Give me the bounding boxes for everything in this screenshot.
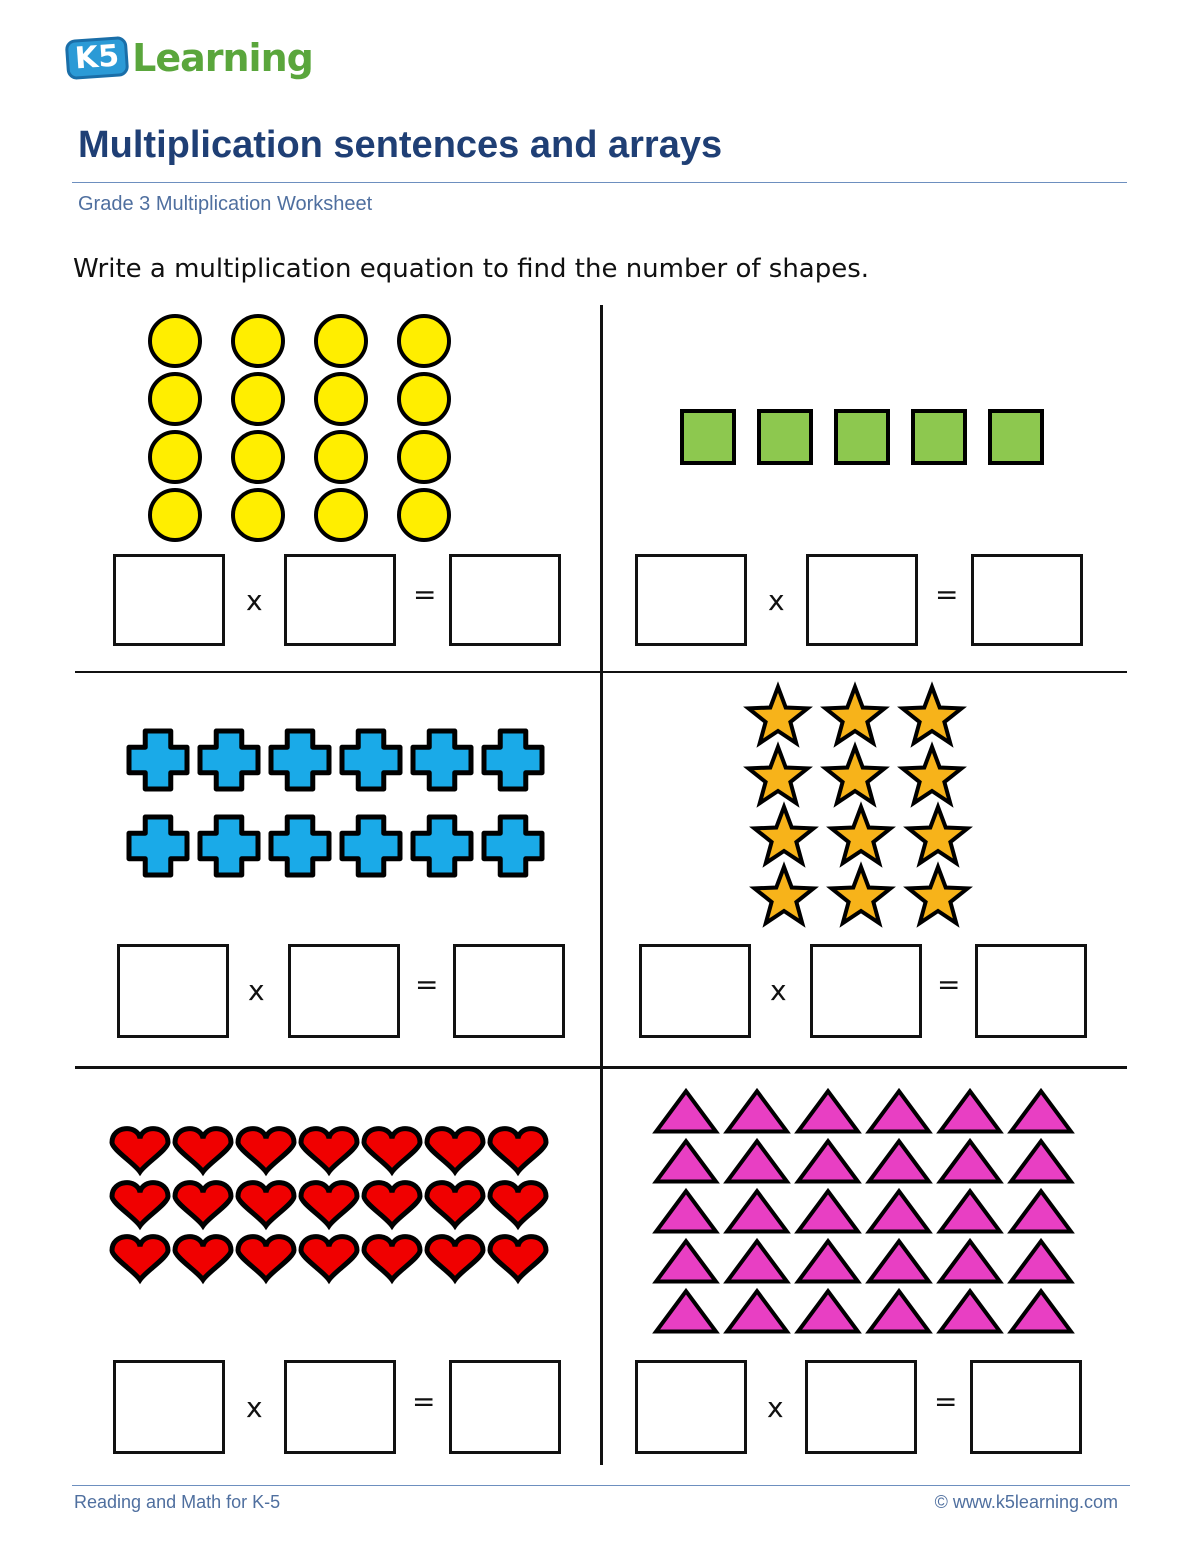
triangle-shape [940, 1291, 1000, 1331]
answer-box-4-factor-a[interactable] [639, 944, 751, 1038]
circle-shape [399, 432, 449, 482]
triangle-shape [798, 1291, 858, 1331]
times-sign: x [768, 584, 785, 617]
triangle-shape [1011, 1291, 1071, 1331]
circle-shape [150, 490, 200, 540]
answer-box-4-factor-b[interactable] [810, 944, 922, 1038]
heart-shape [175, 1237, 231, 1280]
star-shape [826, 747, 885, 803]
answer-box-2-product[interactable] [971, 554, 1083, 646]
equals-sign: = [935, 578, 959, 611]
circle-shape [399, 374, 449, 424]
heart-shape [301, 1183, 357, 1226]
circle-shape [233, 432, 283, 482]
heart-shape [301, 1237, 357, 1280]
heart-shape [175, 1129, 231, 1172]
logo-badge: K5 [65, 36, 130, 80]
answer-box-3-product[interactable] [453, 944, 565, 1038]
triangle-shape [940, 1191, 1000, 1231]
cross-shape [484, 731, 542, 789]
star-shape [909, 867, 968, 923]
heart-shape [364, 1237, 420, 1280]
heart-shape [238, 1129, 294, 1172]
cross-shape [342, 817, 400, 875]
equals-sign: = [413, 578, 437, 611]
answer-box-4-product[interactable] [975, 944, 1087, 1038]
circle-shape [233, 490, 283, 540]
answer-box-1-product[interactable] [449, 554, 561, 646]
times-sign: x [248, 974, 265, 1007]
star-shape [832, 807, 891, 863]
triangle-shape [727, 1291, 787, 1331]
circle-shape [150, 316, 200, 366]
cross-shape [200, 731, 258, 789]
circle-shape [316, 374, 366, 424]
cross-shape [271, 817, 329, 875]
circle-shape [316, 432, 366, 482]
star-shape [909, 807, 968, 863]
triangle-shape [869, 1191, 929, 1231]
triangle-shape [798, 1141, 858, 1181]
equals-sign: = [415, 968, 439, 1001]
triangle-shape [727, 1091, 787, 1131]
triangle-shape [940, 1141, 1000, 1181]
triangle-shape [727, 1191, 787, 1231]
times-sign: x [246, 584, 263, 617]
answer-box-5-factor-b[interactable] [284, 1360, 396, 1454]
heart-shape [427, 1129, 483, 1172]
heart-shape [364, 1129, 420, 1172]
star-shape [749, 687, 808, 743]
circle-shape [399, 490, 449, 540]
answer-box-6-factor-b[interactable] [805, 1360, 917, 1454]
heart-shape [301, 1129, 357, 1172]
answer-box-5-product[interactable] [449, 1360, 561, 1454]
answer-box-1-factor-a[interactable] [113, 554, 225, 646]
cross-shape [129, 817, 187, 875]
times-sign: x [770, 974, 787, 1007]
triangle-shape [940, 1241, 1000, 1281]
answer-box-6-product[interactable] [970, 1360, 1082, 1454]
triangle-shape [656, 1141, 716, 1181]
square-shape [913, 411, 965, 463]
page-subtitle: Grade 3 Multiplication Worksheet [78, 193, 373, 215]
answer-box-3-factor-b[interactable] [288, 944, 400, 1038]
triangle-shape [869, 1291, 929, 1331]
answer-box-2-factor-b[interactable] [806, 554, 918, 646]
cross-shape [413, 817, 471, 875]
heart-shape [238, 1183, 294, 1226]
footer-website-link[interactable]: © www.k5learning.com [934, 1492, 1118, 1512]
logo-wordmark: Learning [132, 36, 313, 80]
heart-shape [427, 1183, 483, 1226]
heart-shape [238, 1237, 294, 1280]
instruction-text: Write a multiplication equation to find the number of shapes. [73, 254, 870, 284]
heart-shape [490, 1183, 546, 1226]
answer-box-5-factor-a[interactable] [113, 1360, 225, 1454]
heart-shape [490, 1237, 546, 1280]
footer-tagline: Reading and Math for K-5 [74, 1492, 281, 1512]
cross-shape [271, 731, 329, 789]
star-shape [826, 687, 885, 743]
shape-array-5 [112, 1129, 546, 1280]
heart-shape [490, 1129, 546, 1172]
cross-shape [342, 731, 400, 789]
shape-array-1 [150, 316, 449, 540]
triangle-shape [798, 1191, 858, 1231]
cross-shape [129, 731, 187, 789]
answer-box-2-factor-a[interactable] [635, 554, 747, 646]
star-shape [749, 747, 808, 803]
equals-sign: = [934, 1385, 958, 1418]
heart-shape [112, 1183, 168, 1226]
star-shape [903, 747, 962, 803]
shape-array-2 [682, 411, 1042, 463]
star-shape [832, 867, 891, 923]
cross-shape [413, 731, 471, 789]
triangle-shape [727, 1141, 787, 1181]
square-shape [836, 411, 888, 463]
triangle-shape [727, 1241, 787, 1281]
circle-shape [233, 374, 283, 424]
triangle-shape [869, 1241, 929, 1281]
triangle-shape [798, 1241, 858, 1281]
circle-shape [316, 490, 366, 540]
answer-box-3-factor-a[interactable] [117, 944, 229, 1038]
heart-shape [112, 1237, 168, 1280]
shape-array-4 [749, 687, 968, 923]
heart-shape [427, 1237, 483, 1280]
triangle-shape [1011, 1191, 1071, 1231]
answer-box-1-factor-b[interactable] [284, 554, 396, 646]
cross-shape [200, 817, 258, 875]
page-title: Multiplication sentences and arrays [78, 124, 723, 166]
star-shape [755, 867, 814, 923]
circle-shape [150, 432, 200, 482]
triangle-shape [940, 1091, 1000, 1131]
times-sign: x [767, 1391, 784, 1424]
square-shape [759, 411, 811, 463]
heart-shape [112, 1129, 168, 1172]
circle-shape [233, 316, 283, 366]
square-shape [990, 411, 1042, 463]
triangle-shape [1011, 1141, 1071, 1181]
equals-sign: = [937, 968, 961, 1001]
square-shape [682, 411, 734, 463]
shape-array-3 [129, 731, 542, 875]
triangle-shape [656, 1191, 716, 1231]
answer-box-6-factor-a[interactable] [635, 1360, 747, 1454]
triangle-shape [656, 1241, 716, 1281]
triangle-shape [656, 1091, 716, 1131]
circle-shape [150, 374, 200, 424]
triangle-shape [1011, 1241, 1071, 1281]
circle-shape [399, 316, 449, 366]
equals-sign: = [412, 1385, 436, 1418]
triangle-shape [656, 1291, 716, 1331]
cross-shape [484, 817, 542, 875]
star-shape [903, 687, 962, 743]
triangle-shape [869, 1091, 929, 1131]
circle-shape [316, 316, 366, 366]
times-sign: x [246, 1391, 263, 1424]
heart-shape [364, 1183, 420, 1226]
heart-shape [175, 1183, 231, 1226]
star-shape [755, 807, 814, 863]
triangle-shape [1011, 1091, 1071, 1131]
shape-array-6 [656, 1091, 1071, 1331]
triangle-shape [798, 1091, 858, 1131]
footer-divider [72, 1485, 1130, 1486]
triangle-shape [869, 1141, 929, 1181]
